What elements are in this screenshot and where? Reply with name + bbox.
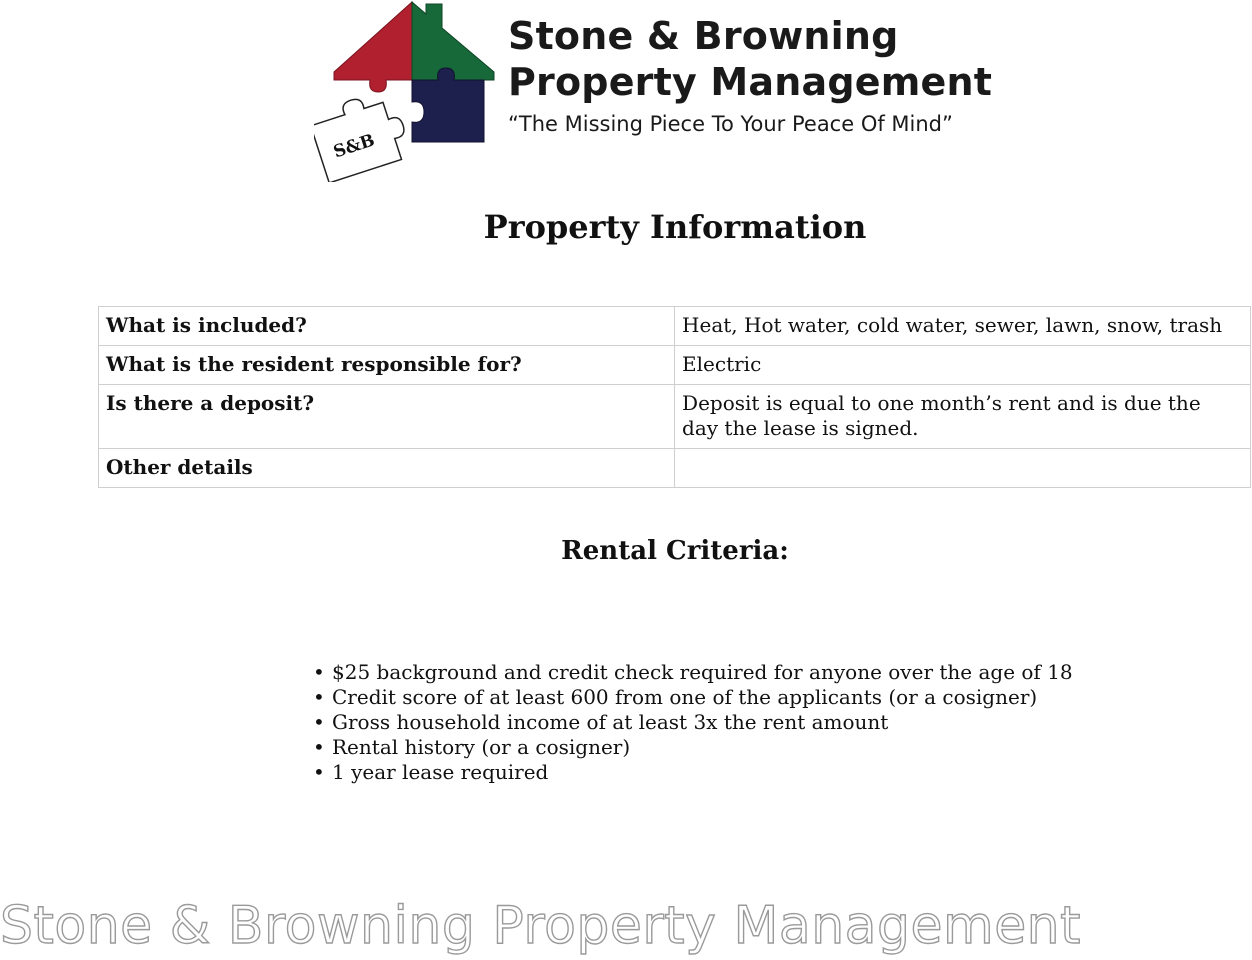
criteria-text: $25 background and credit check required for anyone over the age of 18 [332,660,1073,684]
bullet-icon: • [313,735,325,759]
rental-criteria-title: Rental Criteria: [561,536,789,566]
criteria-text: 1 year lease required [332,760,549,784]
brand-name-line1: Stone & Browning [508,14,899,58]
watermark: Stone & Browning Property Management [0,896,1082,956]
table-row [99,449,1251,488]
row-question: What is included? [99,307,675,346]
company-logo [314,0,1014,182]
bullet-icon: • [313,710,325,734]
bullet-icon: • [313,760,325,784]
row-answer: Heat, Hot water, cold water, sewer, lawn, snow, trash [675,307,1251,346]
bullet-icon: • [313,685,325,709]
row-answer: Electric [675,346,1251,385]
list-item [313,735,1073,760]
table-row [99,346,1251,385]
row-question: Is there a deposit? [99,385,675,449]
list-item [313,685,1073,710]
table-row [99,307,1251,346]
bullet-icon: • [313,660,325,684]
row-question: Other details [99,449,675,488]
list-item [313,710,1073,735]
property-info-table [98,306,1251,488]
puzzle-house-logo-icon [314,0,504,182]
list-item [313,760,1073,785]
row-answer [675,449,1251,488]
criteria-text: Rental history (or a cosigner) [332,735,631,759]
brand-tagline: “The Missing Piece To Your Peace Of Mind” [508,112,953,136]
table-row [99,385,1251,449]
logo-badge-text: S&B [331,130,378,163]
row-question: What is the resident responsible for? [99,346,675,385]
criteria-text: Credit score of at least 600 from one of the applicants (or a cosigner) [332,685,1038,709]
page-title: Property Information [483,208,867,246]
rental-criteria-list [313,660,1073,785]
brand-name-line2: Property Management [508,60,993,104]
criteria-text: Gross household income of at least 3x the rent amount [332,710,889,734]
row-answer: Deposit is equal to one month’s rent and is due the day the lease is signed. [675,385,1251,449]
list-item [313,660,1073,685]
